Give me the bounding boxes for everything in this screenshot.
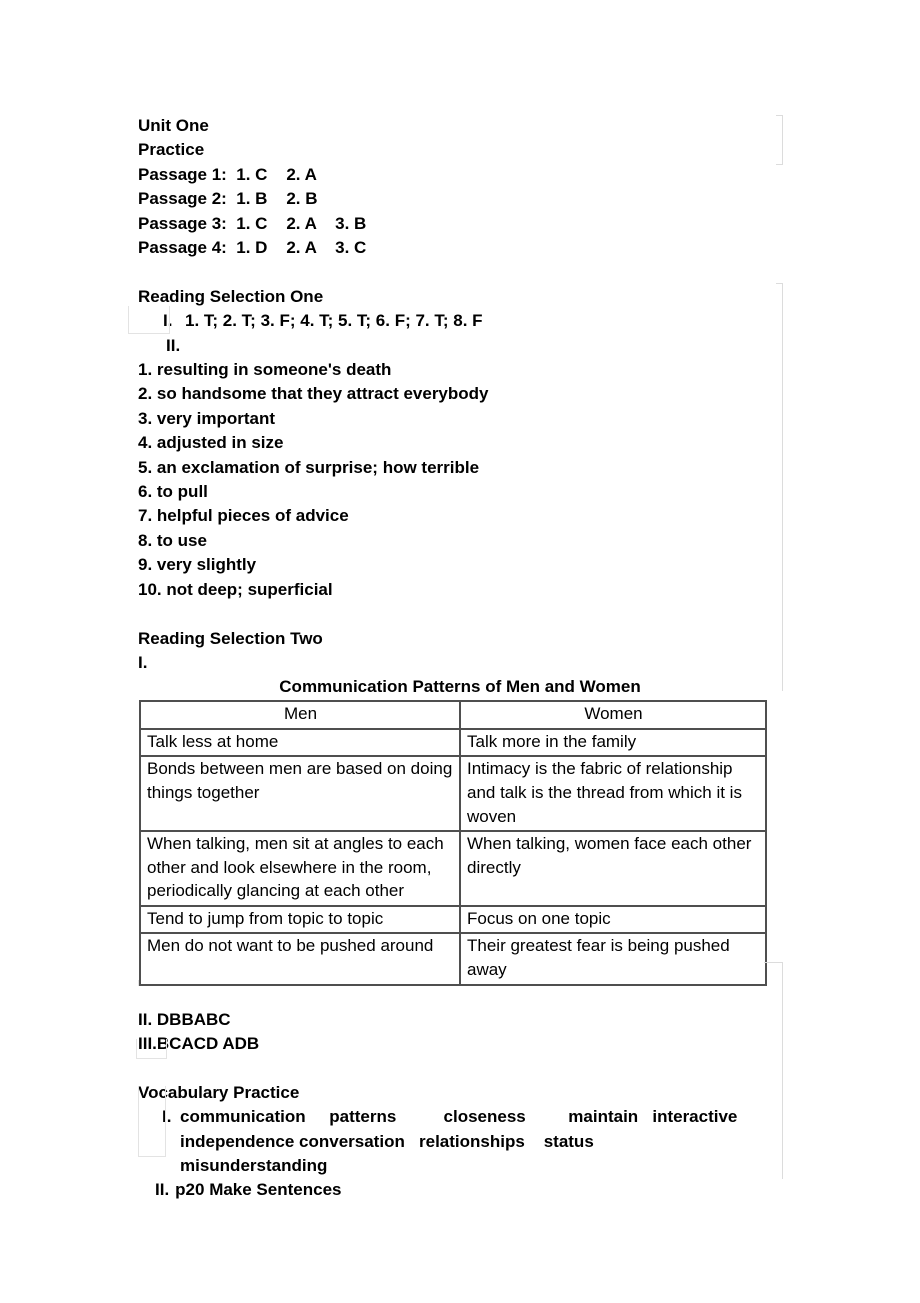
vocabulary-item-i	[138, 1105, 782, 1129]
passage-answers-line: Passage 1: 1. C 2. A	[138, 164, 317, 184]
table-cell: When talking, women face each other directly	[460, 831, 766, 906]
table-cell: Talk more in the family	[460, 729, 766, 757]
vocabulary-words-line2: independence conversation relationships status	[180, 1131, 594, 1151]
reading-one-heading: Reading Selection One	[138, 286, 324, 306]
true-false-answers: 1. T; 2. T; 3. F; 4. T; 5. T; 6. F; 7. T; 8. F	[185, 311, 483, 331]
blank-line	[138, 602, 782, 626]
definition-line: 9. very slightly	[138, 555, 257, 575]
table-title: Communication Patterns of Men and Women	[279, 677, 641, 697]
definition-line: 2. so handsome that they attract everybody	[138, 384, 489, 404]
table-cell: Focus on one topic	[460, 906, 766, 934]
table-header-row	[140, 701, 766, 729]
table-row	[140, 933, 766, 984]
table-cell: Tend to jump from topic to topic	[140, 906, 460, 934]
table-row	[140, 831, 766, 906]
roman-numeral-marker: I.	[163, 311, 173, 331]
definition-line: 7. helpful pieces of advice	[138, 506, 349, 526]
reading-two-item-i: I.	[138, 652, 148, 672]
table-cell: Men do not want to be pushed around	[140, 933, 460, 984]
definition-line: 3. very important	[138, 408, 275, 428]
document-body	[138, 114, 782, 1203]
table-cell: Bonds between men are based on doing things together	[140, 756, 460, 831]
passage-answers-line: Passage 4: 1. D 2. A 3. C	[138, 238, 367, 258]
vocabulary-item-ii-text: p20 Make Sentences	[175, 1180, 342, 1200]
table-cell: When talking, men sit at angles to each other and look elsewhere in the room, periodically glancing at each other	[140, 831, 460, 906]
definition-line: 6. to pull	[138, 482, 208, 502]
column-header-women: Women	[460, 701, 766, 729]
table-cell: Their greatest fear is being pushed away	[460, 933, 766, 984]
passage-answers-line: Passage 2: 1. B 2. B	[138, 189, 318, 209]
vocabulary-words-line1: communication patterns closeness maintain interactive	[180, 1107, 738, 1127]
table-row	[140, 756, 766, 831]
definition-line: 8. to use	[138, 530, 207, 550]
table-cell: Intimacy is the fabric of relationship and talk is the thread from which it is woven	[460, 756, 766, 831]
definition-line: 1. resulting in someone's death	[138, 360, 392, 380]
table-row	[140, 906, 766, 934]
practice-heading: Practice	[138, 140, 205, 160]
blank-line	[138, 1056, 782, 1080]
table-row	[140, 729, 766, 757]
reading-one-item-i	[138, 309, 782, 333]
roman-numeral-marker: I.	[162, 1107, 172, 1127]
passage-answers-line: Passage 3: 1. C 2. A 3. B	[138, 213, 367, 233]
communication-patterns-table	[139, 700, 767, 986]
answer-line-ii: II. DBBABC	[138, 1009, 231, 1029]
definition-line: 10. not deep; superficial	[138, 579, 333, 599]
blank-line	[138, 260, 782, 284]
definition-line: 5. an exclamation of surprise; how terrible	[138, 457, 480, 477]
roman-numeral-marker: II.	[155, 1180, 170, 1200]
vocabulary-heading: Vocabulary Practice	[138, 1082, 300, 1102]
unit-title: Unit One	[138, 116, 209, 135]
reading-two-heading: Reading Selection Two	[138, 628, 323, 648]
column-header-men: Men	[140, 701, 460, 729]
vocabulary-item-ii	[138, 1178, 782, 1202]
table-cell: Talk less at home	[140, 729, 460, 757]
reading-one-item-ii: II.	[166, 335, 181, 355]
answer-line-iii: III.BCACD ADB	[138, 1034, 260, 1054]
vocabulary-words-line3: misunderstanding	[180, 1156, 328, 1176]
definition-line: 4. adjusted in size	[138, 433, 284, 453]
